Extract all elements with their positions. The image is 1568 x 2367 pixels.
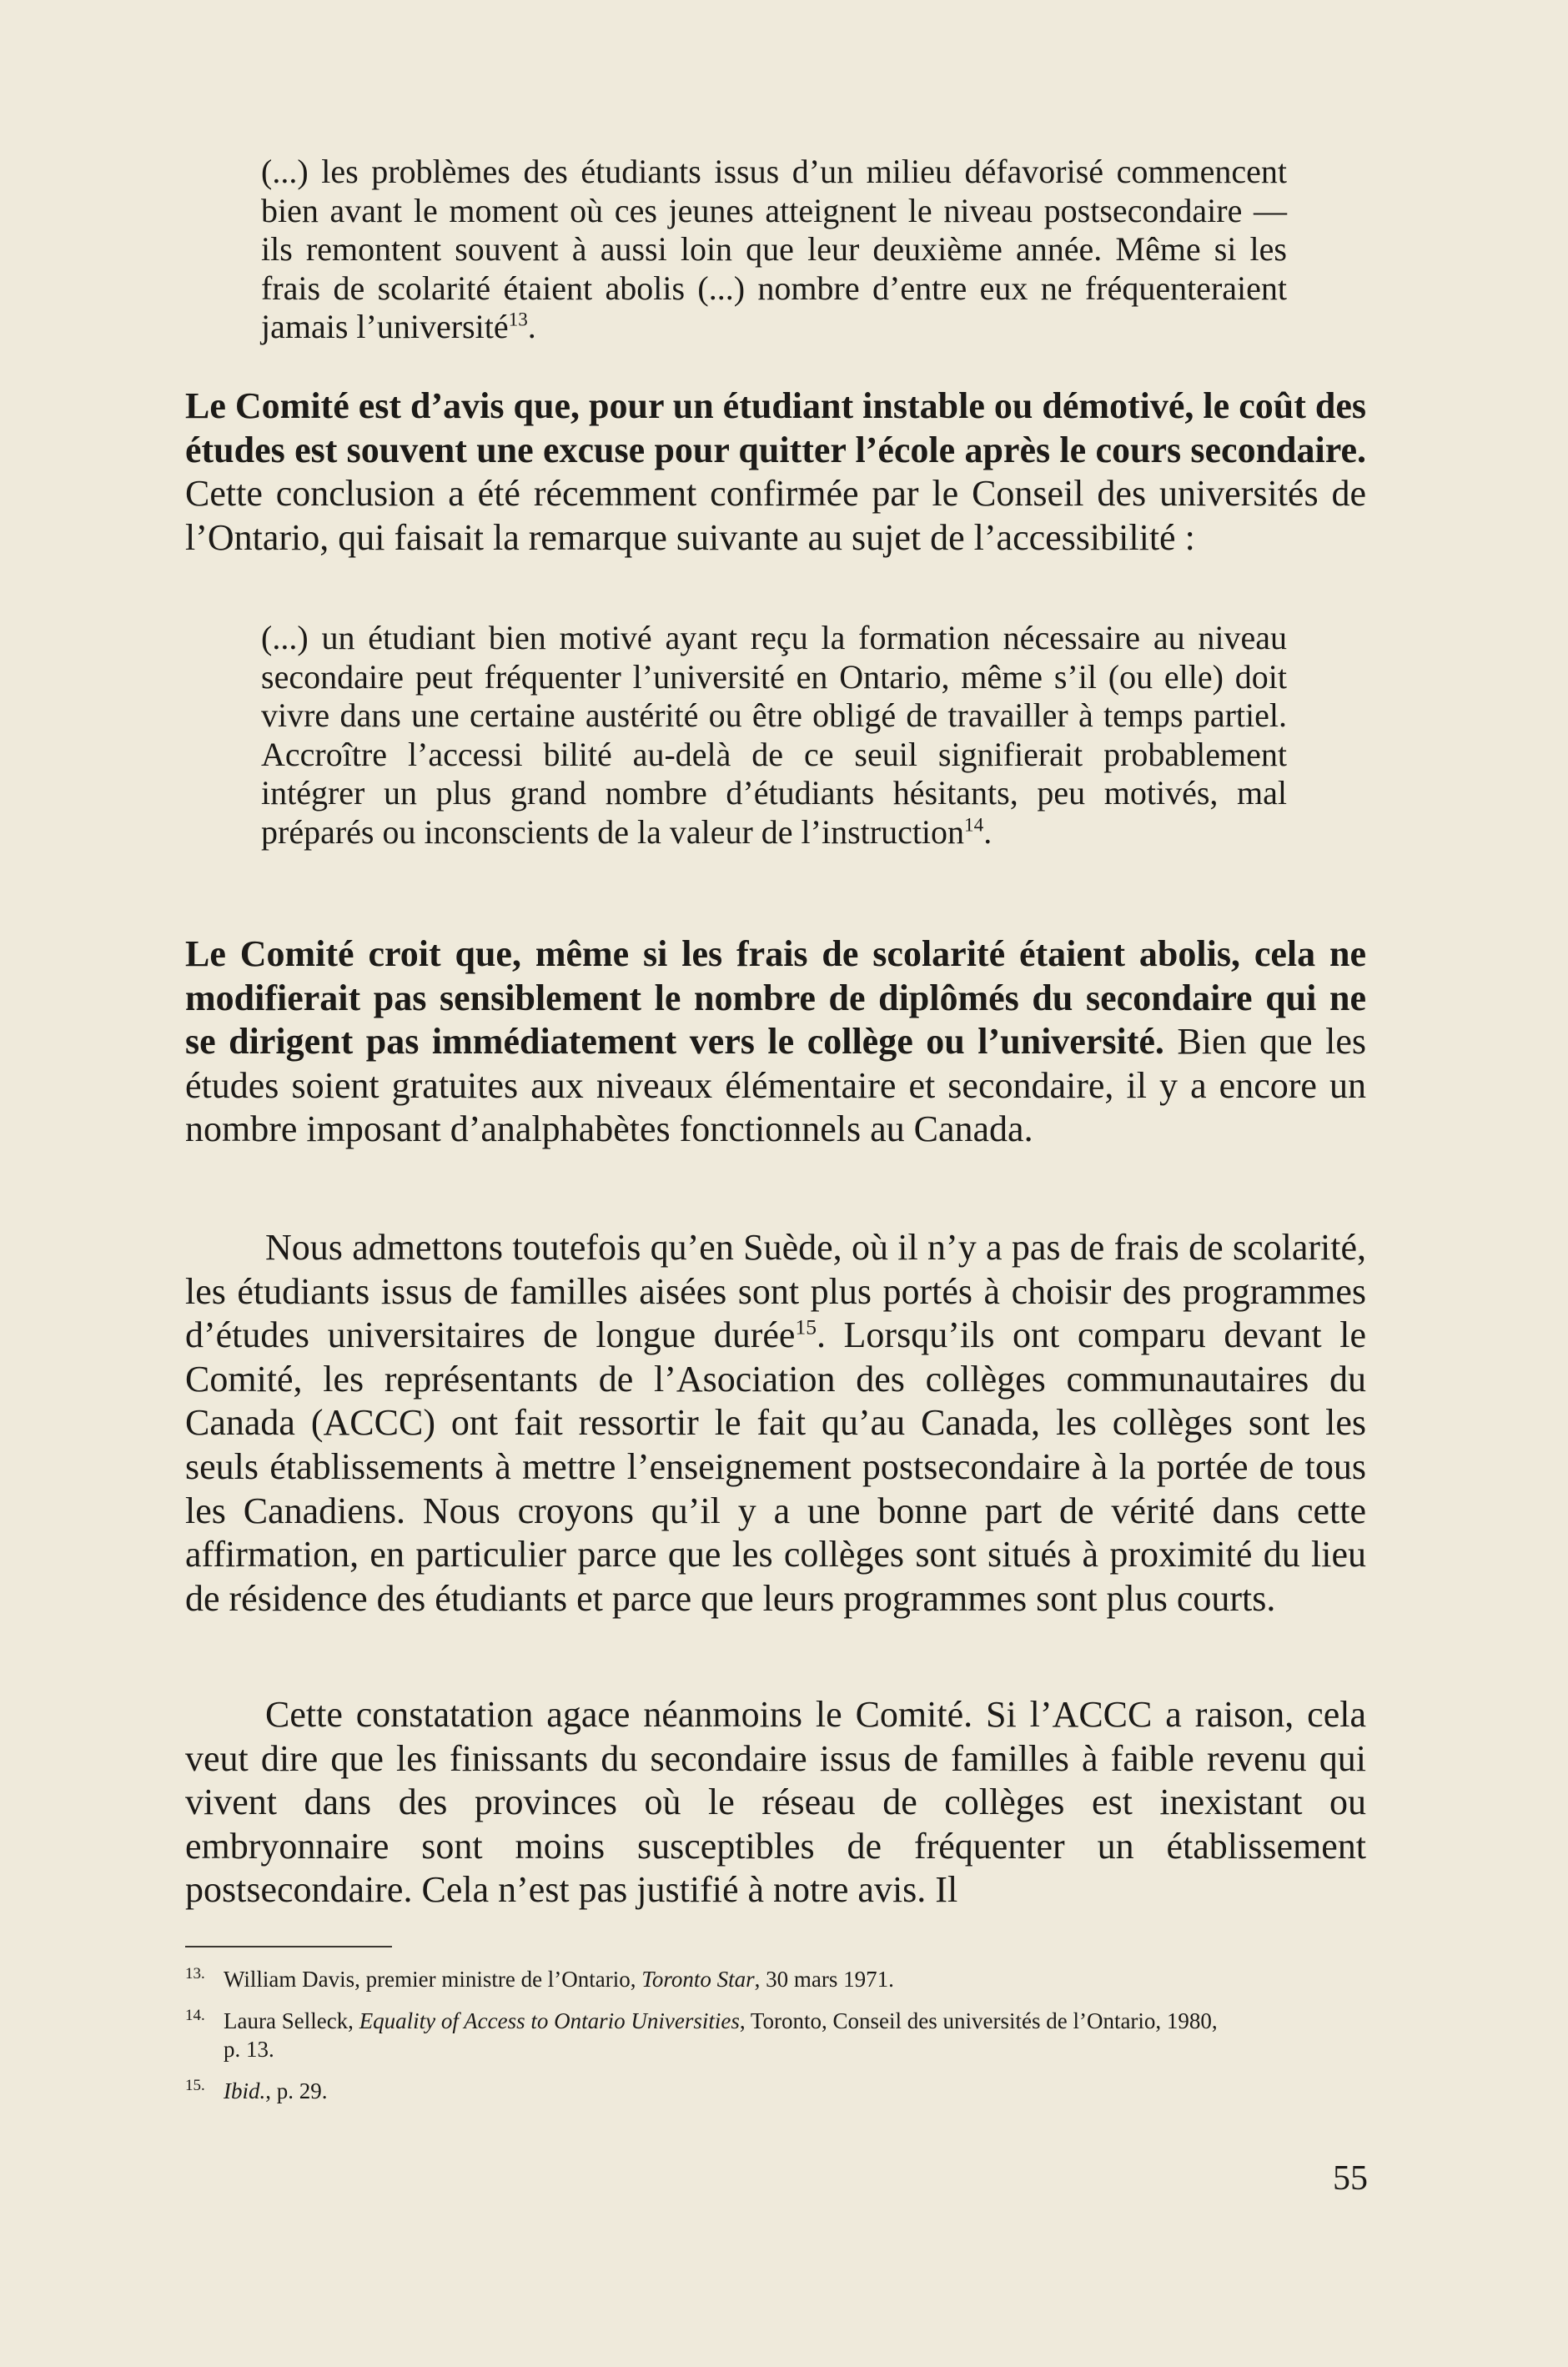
paragraph-2 [185, 932, 1366, 1152]
footnote-ref-14[interactable]: 14 [964, 814, 984, 837]
footnote-ref-13[interactable]: 13 [508, 309, 528, 331]
page-number: 55 [1333, 2159, 1368, 2198]
footnote-15-italic: Ibid. [224, 2078, 266, 2103]
footnote-13-text-b: , 30 mars 1971. [754, 1967, 894, 1992]
paragraph-1 [185, 384, 1366, 560]
footnote-14-text-a: Laura Selleck, [224, 2008, 359, 2033]
footnote-14-continuation: p. 13. [224, 2037, 274, 2062]
paragraph-4 [185, 1693, 1366, 1912]
footnote-14-text-b: , Toronto, Conseil des universités de l’Ontario, 1980, [739, 2008, 1218, 2033]
paragraph-2-bold: Le Comité croit que, même si les frais de scolarité étaient abolis, cela ne modifierait pas sensiblement le nombre de diplômés du secondaire qui ne se dirigent pas immédiatement vers le collège ou l’université. [185, 933, 1366, 1063]
block-quote-2 [261, 619, 1287, 852]
footnote-14 [185, 2002, 1369, 2063]
paragraph-3-text-b: . Lorsqu’ils ont comparu devant le Comité, les représentants de l’Asociation des collèges communautaires du Canada (ACCC) ont fait ressortir le fait qu’au Canada, les collèges sont les seuls établissements à mettre l’enseignement postsecondaire à la portée de tous les Canadiens. Nous croyons qu’il y a une bonne part de vérité dans cette affirmation, en particulier parce que les collèges sont situés à proximité du lieu de résidence des étudiants et parce que leurs programmes sont plus courts. [185, 1314, 1366, 1619]
footnote-13-text-a: William Davis, premier ministre de l’Ontario, [224, 1967, 642, 1992]
footnote-15-number: 15. [185, 2077, 205, 2094]
footnote-separator [185, 1946, 392, 1947]
quote-1-text: (...) les problèmes des étudiants issus d’un milieu défavorisé commencent bien avant le moment où ces jeunes atteignent le niveau postsecondaire — ils remontent souvent à aussi loin que leur deuxième année. Même si les frais de scolarité étaient abolis (...) nombre d’entre eux ne fréquenteraient jamais l’université [261, 153, 1287, 345]
quote-2-end: . [983, 812, 993, 851]
footnote-13 [185, 1960, 1369, 1993]
footnote-14-number: 14. [185, 2007, 205, 2024]
paragraph-4-text: Cette constatation agace néanmoins le Comité. Si l’ACCC a raison, cela veut dire que les finissants du secondaire issus de familles à faible revenu qui vivent dans des provinces où le réseau de collèges est inexistant ou embryonnaire sont moins susceptibles de fréquenter un établissement postsecondaire. Cela n’est pas justifié à notre avis. Il [185, 1694, 1366, 1911]
paragraph-3 [185, 1226, 1366, 1621]
paragraph-1-bold: Le Comité est d’avis que, pour un étudiant instable ou démotivé, le coût des études est souvent une excuse pour quitter l’école après le cours secondaire. [185, 385, 1366, 470]
block-quote-1 [261, 153, 1287, 347]
footnote-ref-15[interactable]: 15 [795, 1314, 817, 1339]
paragraph-1-text: Cette conclusion a été récemment confirmée par le Conseil des universités de l’Ontario, qui faisait la remarque suivante au sujet de l’accessibilité : [185, 473, 1366, 558]
paragraph-3-text-a: Nous admettons toutefois qu’en Suède, où il n’y a pas de frais de scolarité, les étudiants issus de familles aisées sont plus portés à choisir des programmes d’études universitaires de longue durée [185, 1227, 1366, 1356]
quote-1-end: . [527, 308, 536, 345]
footnote-15-text-b: , p. 29. [265, 2078, 328, 2103]
paragraph-2-text: Bien que les études soient gratuites aux niveaux élémentaire et secondaire, il y a encore un nombre imposant d’analphabètes fonctionnels au Canada. [185, 1021, 1366, 1150]
quote-2-text: (...) un étudiant bien motivé ayant reçu la formation nécessaire au niveau secondaire peut fréquenter l’université en Ontario, même s’il (ou elle) doit vivre dans une certaine austérité ou être obligé de travailler à temps partiel. Accroître l’accessi bilité au-delà de ce seuil signifierait probablement intégrer un plus grand nombre d’étudiants hésitants, peu motivés, mal préparés ou inconscients de la valeur de l’instruction [261, 619, 1287, 851]
footnote-14-italic: Equality of Access to Ontario Universities [359, 2008, 740, 2033]
footnote-13-italic: Toronto Star [641, 1967, 755, 1992]
footnote-15 [185, 2072, 1369, 2105]
footnote-13-number: 13. [185, 1965, 205, 1983]
